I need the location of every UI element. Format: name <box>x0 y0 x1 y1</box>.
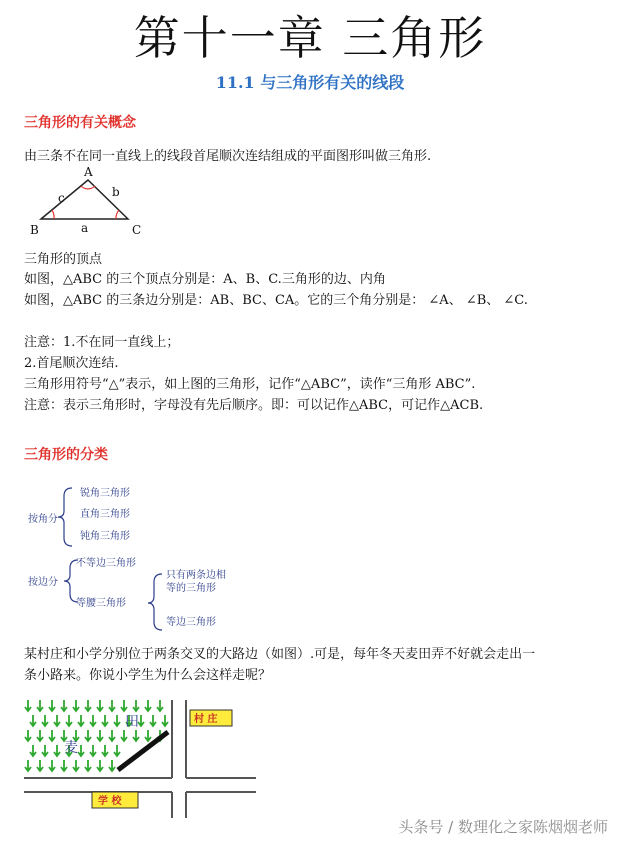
grass-mark <box>121 730 127 741</box>
text-sides-angles: 如图，△ABC 的三条边分别是：AB、BC、CA。它的三个角分别是： ∠A、 ∠B、 ∠C. <box>24 293 528 308</box>
note-order: 注意：表示三角形时，字母没有先后顺序。即：可以记作△ABC，可记作△ACB. <box>24 398 484 413</box>
grass-mark <box>85 700 91 711</box>
question-line-1: 某村庄和小学分别位于两条交叉的大路边（如图）.可是，每年冬天麦田弄不好就会走出一 <box>24 647 536 662</box>
grass-mark <box>61 700 67 711</box>
classification-diagram <box>24 484 264 634</box>
isosceles-sub-line2: 等的三角形 <box>166 583 216 594</box>
vertex-a-label: A <box>84 165 93 179</box>
scalene-label: 不等边三角形 <box>76 558 136 569</box>
brace-angle <box>58 488 72 546</box>
grass-mark <box>66 715 72 726</box>
text-vertices: 如图，△ABC 的三个顶点分别是：A、B、C.三角形的边、内角 <box>24 272 386 287</box>
vertex-c-label: C <box>132 223 142 236</box>
grass-mark <box>97 760 103 771</box>
question-line-2: 条小路来。你说小学生为什么会这样走呢？ <box>24 668 272 683</box>
wheat-field <box>25 700 168 771</box>
grass-mark <box>30 715 36 726</box>
brace-isosceles <box>148 574 162 630</box>
angle-mark-c <box>116 210 119 219</box>
grass-mark <box>37 730 43 741</box>
grass-mark <box>162 715 168 726</box>
grass-mark <box>90 745 96 756</box>
grass-mark <box>30 745 36 756</box>
grass-mark <box>37 700 43 711</box>
grass-mark <box>150 715 156 726</box>
grass-mark <box>25 700 31 711</box>
right-triangle-label: 直角三角形 <box>80 509 130 520</box>
note-symbol: 三角形用符号“△”表示，如上图的三角形，记作“△ABC”，读作“三角形 ABC”. <box>24 377 476 392</box>
note-1: 注意：1.不在同一直线上； <box>24 335 180 350</box>
grass-mark <box>114 715 120 726</box>
side-c-label: c <box>58 191 65 205</box>
by-side-label: 按边分 <box>28 577 58 588</box>
side-a-label: a <box>81 221 89 235</box>
grass-mark <box>49 700 55 711</box>
grass-mark <box>145 700 151 711</box>
grass-mark <box>102 745 108 756</box>
obtuse-triangle-label: 钝角三角形 <box>80 531 130 542</box>
grass-mark <box>25 760 31 771</box>
grass-mark <box>109 730 115 741</box>
triangle-diagram <box>24 164 144 236</box>
heading-concepts: 三角形的有关概念 <box>24 115 136 131</box>
chapter-title: 第十一章 三角形 <box>133 11 487 65</box>
note-2: 2.首尾顺次连结. <box>24 356 119 371</box>
grass-mark <box>157 700 163 711</box>
grass-mark <box>25 730 31 741</box>
equilateral-label: 等边三角形 <box>166 617 216 628</box>
isosceles-sub-line1: 只有两条边相 <box>166 570 226 581</box>
grass-mark <box>145 730 151 741</box>
grass-mark <box>73 760 79 771</box>
map-diagram <box>20 694 260 819</box>
grass-mark <box>102 715 108 726</box>
grass-mark <box>90 715 96 726</box>
angle-mark-b <box>52 210 54 219</box>
side-b-label: b <box>112 185 120 199</box>
grass-mark <box>42 715 48 726</box>
village-label: 村 庄 <box>194 714 218 725</box>
grass-mark <box>133 700 139 711</box>
grass-mark <box>78 745 84 756</box>
school-label: 学 校 <box>98 796 122 807</box>
grass-mark <box>109 760 115 771</box>
grass-mark <box>121 700 127 711</box>
grass-mark <box>97 730 103 741</box>
heading-classification: 三角形的分类 <box>24 447 108 463</box>
grass-mark <box>49 760 55 771</box>
grass-mark <box>61 760 67 771</box>
watermark: 头条号 / 数理化之家陈烟烟老师 <box>398 818 608 836</box>
section-subtitle: 11.1 与三角形有关的线段 <box>215 73 405 92</box>
definition-text: 由三条不在同一直线上的线段首尾顺次连结组成的平面图形叫做三角形. <box>24 149 432 164</box>
angle-mark-a <box>81 186 95 189</box>
grass-mark <box>133 730 139 741</box>
grass-mark <box>85 730 91 741</box>
text-vertex-heading: 三角形的顶点 <box>24 252 103 267</box>
grass-mark <box>85 760 91 771</box>
field-char-tian: 田 <box>125 714 139 730</box>
vertex-b-label: B <box>30 223 39 236</box>
grass-mark <box>78 715 84 726</box>
isosceles-label: 等腰三角形 <box>76 598 126 609</box>
grass-mark <box>54 715 60 726</box>
grass-mark <box>42 745 48 756</box>
grass-mark <box>97 700 103 711</box>
grass-mark <box>37 760 43 771</box>
field-char-mai: 麦 <box>64 740 78 756</box>
grass-mark <box>114 745 120 756</box>
grass-mark <box>109 700 115 711</box>
by-angle-label: 按角分 <box>28 514 58 525</box>
grass-mark <box>73 700 79 711</box>
acute-triangle-label: 锐角三角形 <box>80 488 130 499</box>
grass-mark <box>54 745 60 756</box>
grass-mark <box>49 730 55 741</box>
